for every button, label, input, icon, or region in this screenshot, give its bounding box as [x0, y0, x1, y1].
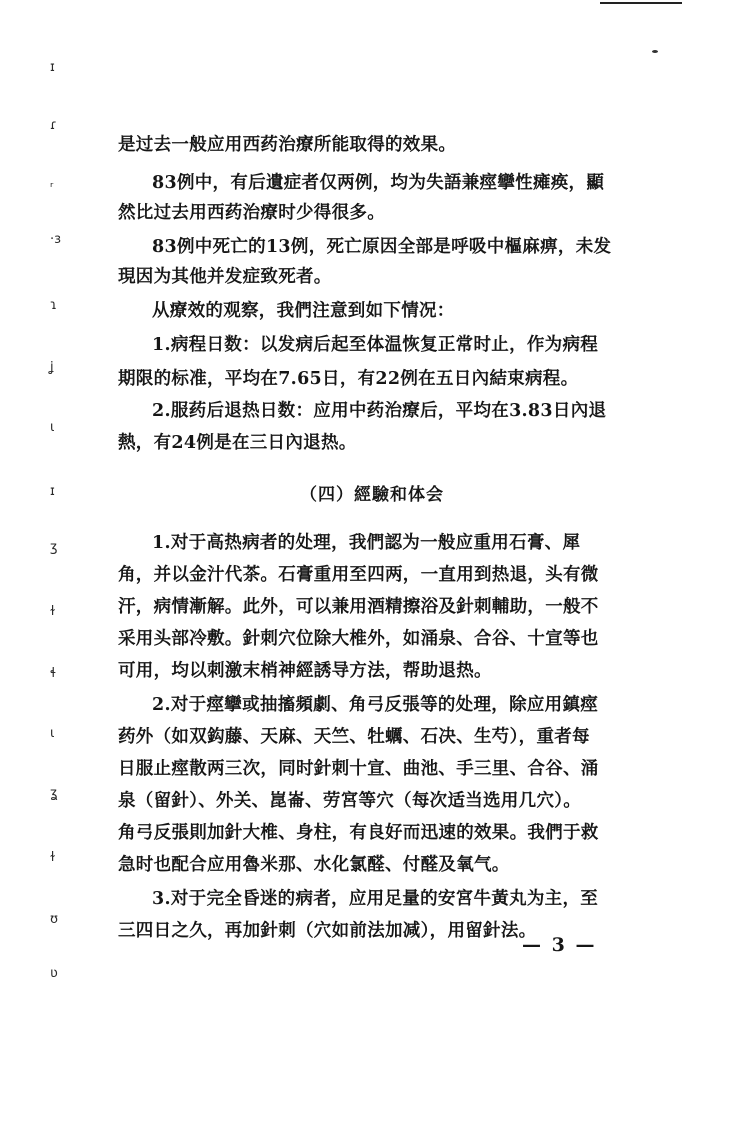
binding-mark: ɩ [50, 726, 55, 741]
binding-mark: ·ɜ [50, 232, 62, 247]
binding-mark: ᵣ [50, 176, 54, 191]
binding-mark: ʝ [50, 360, 54, 375]
section-line: 三四日之久，再加針刺（穴如前法加减），用留針法。 [118, 921, 537, 941]
section-line: 2.对于痙攣或抽搐頻劇、角弓反張等的处理，除应用鎮痙 [152, 695, 599, 715]
section-line: 1.对于高热病者的处理，我們認为一般应重用石膏、犀 [152, 533, 581, 553]
section-line: 药外（如双鈎藤、天麻、天竺、牡蠣、石决、生芍），重者每 [118, 727, 590, 747]
body-line: 83例中，有后遺症者仅两例，均为失語兼痙攣性瘫痪，顯 [152, 173, 605, 193]
binding-mark: ɫ [50, 850, 56, 865]
body-line: 熱，有24例是在三日內退热。 [118, 433, 357, 453]
section-line: 泉（留針）、外关、崑崙、劳宮等穴（每次适当选用几穴）。 [118, 791, 582, 811]
section-line: 急时也配合应用魯米那、水化氯醛、付醛及氧气。 [118, 855, 510, 875]
section-line: 汗，病情漸解。此外，可以兼用酒精擦浴及針刺輔助，一般不 [118, 597, 599, 617]
binding-mark: ɬ [50, 666, 57, 681]
binding-mark: ɾ [50, 118, 57, 133]
section-line: 日服止痙散两三次，同时針刺十宣、曲池、手三里、合谷、涌 [118, 759, 599, 779]
binding-mark: ɪ [50, 60, 55, 75]
ink-speck [652, 50, 658, 53]
body-line: 期限的标准，平均在7.65日，有22例在五日內結束病程。 [118, 369, 579, 389]
binding-mark: ʓ [50, 786, 58, 801]
body-line: 从療效的观察，我們注意到如下情况： [152, 301, 455, 321]
body-line: 現因为其他并发症致死者。 [118, 267, 332, 287]
binding-mark: ɿ [50, 298, 57, 313]
section-line: 角，并以金汁代茶。石膏重用至四两，一直用到热退，头有微 [118, 565, 599, 585]
binding-mark: ɪ [50, 484, 55, 499]
body-line: 然比过去用西药治療时少得很多。 [118, 203, 385, 223]
top-rule [600, 2, 682, 4]
page-number: — 3 — [522, 934, 597, 956]
section-heading: （四）經驗和体会 [300, 485, 444, 505]
binding-mark: ɩ [50, 420, 55, 435]
binding-mark: ʊ [50, 912, 59, 927]
body-line: 是过去一般应用西药治療所能取得的效果。 [118, 135, 457, 155]
section-line: 角弓反張則加針大椎、身柱，有良好而迅速的效果。我們于救 [118, 823, 599, 843]
body-line: 83例中死亡的13例，死亡原因全部是呼吸中樞麻痹，未发 [152, 237, 612, 257]
binding-mark: ʋ [50, 966, 58, 981]
binding-mark: ɫ [50, 604, 56, 619]
body-line: 2.服药后退热日数：应用中药治療后，平均在3.83日內退 [152, 401, 607, 421]
body-line: 1.病程日数：以发病后起至体温恢复正常时止，作为病程 [152, 335, 599, 355]
section-line: 可用，均以刺激末梢神經誘导方法，帮助退热。 [118, 661, 492, 681]
section-line: 采用头部冷敷。針刺穴位除大椎外，如涌泉、合谷、十宣等也 [118, 629, 599, 649]
section-line: 3.对于完全昏迷的病者，应用足量的安宮牛黃丸为主，至 [152, 889, 599, 909]
binding-mark: ʒ [50, 540, 58, 555]
